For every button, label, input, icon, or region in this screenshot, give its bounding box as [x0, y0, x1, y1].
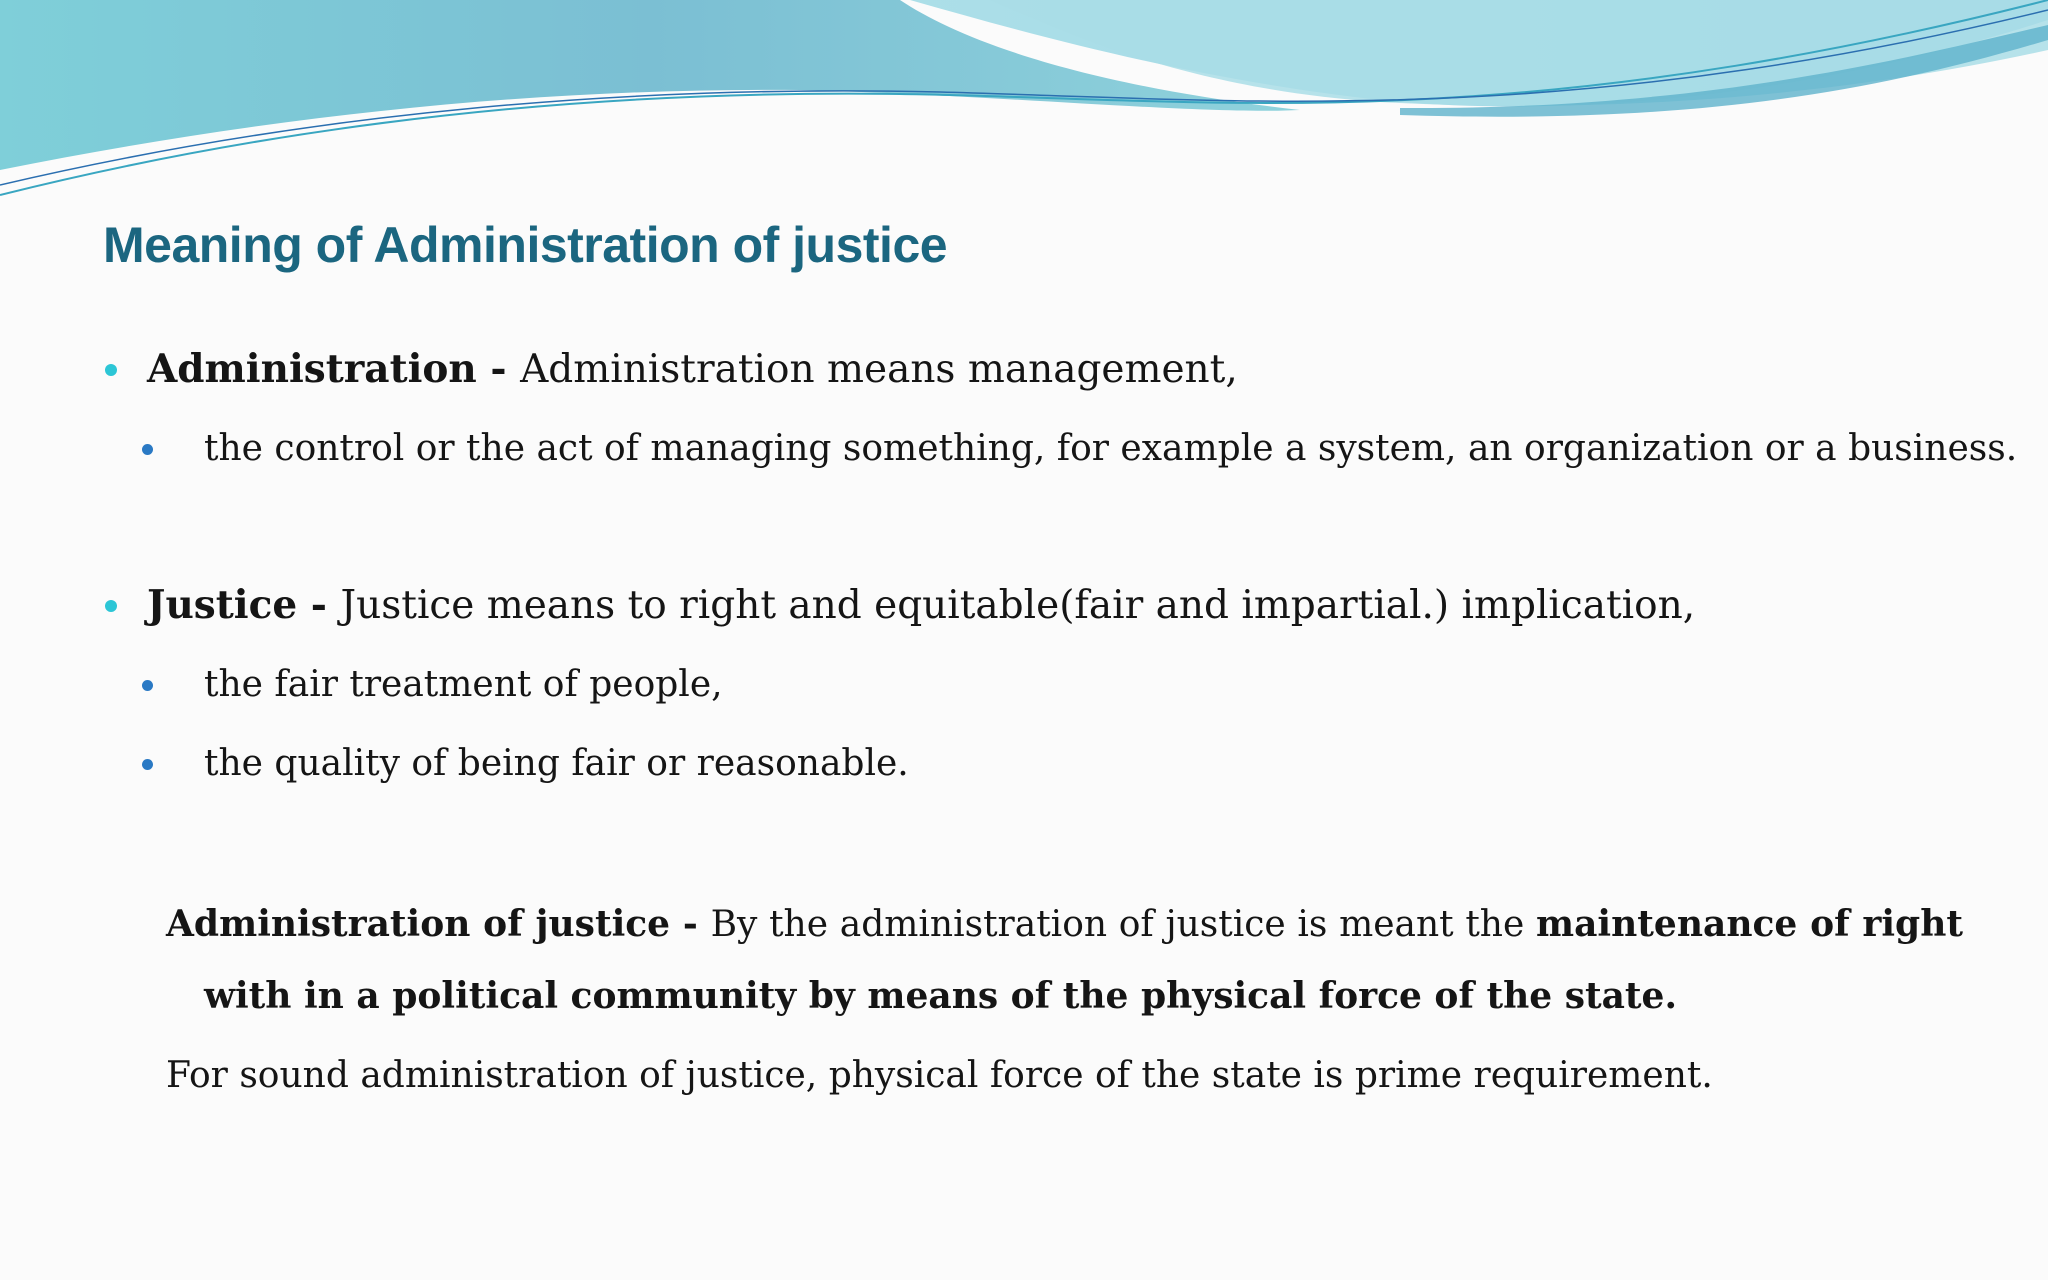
- term-justice: Justice -: [147, 582, 341, 628]
- term-administration: Administration -: [147, 346, 521, 392]
- admin-of-justice-line-1: [166, 903, 1963, 945]
- bullet-justice: [147, 582, 1695, 628]
- sub-bullet-justice-1: [204, 664, 723, 705]
- definition-justice: Justice means to right and equitable(fair and impartial.) implication,: [340, 583, 1696, 628]
- sub-item-text: the quality of being fair or reasonable.: [204, 743, 909, 784]
- closing-line: For sound administration of justice, physical force of the state is prime requirement.: [166, 1055, 1713, 1096]
- sub-bullet-dot-icon: [142, 680, 153, 691]
- sub-bullet-dot-icon: [142, 444, 153, 455]
- sub-bullet-dot-icon: [142, 759, 153, 770]
- sub-bullet-administration-1: [204, 428, 2017, 469]
- bullet-dot-icon: [105, 364, 117, 376]
- bullet-dot-icon: [105, 600, 117, 612]
- admin-of-justice-text: By the administration of justice is meant the: [710, 904, 1525, 945]
- admin-of-justice-emphasis-1: maintenance of right: [1536, 903, 1964, 945]
- admin-of-justice-line-2: with in a political community by means of the physical force of the state.: [204, 975, 1677, 1017]
- term-admin-of-justice: Administration of justice -: [166, 903, 711, 945]
- bullet-administration: [147, 346, 1238, 392]
- header-wave-decoration: [0, 0, 2048, 220]
- slide-title: Meaning of Administration of justice: [103, 217, 948, 273]
- sub-item-text: the control or the act of managing something, for example a system, an organization or a business.: [204, 428, 2018, 469]
- sub-bullet-justice-2: [204, 743, 909, 784]
- definition-administration: Administration means management,: [520, 347, 1238, 392]
- sub-item-text: the fair treatment of people,: [204, 664, 723, 705]
